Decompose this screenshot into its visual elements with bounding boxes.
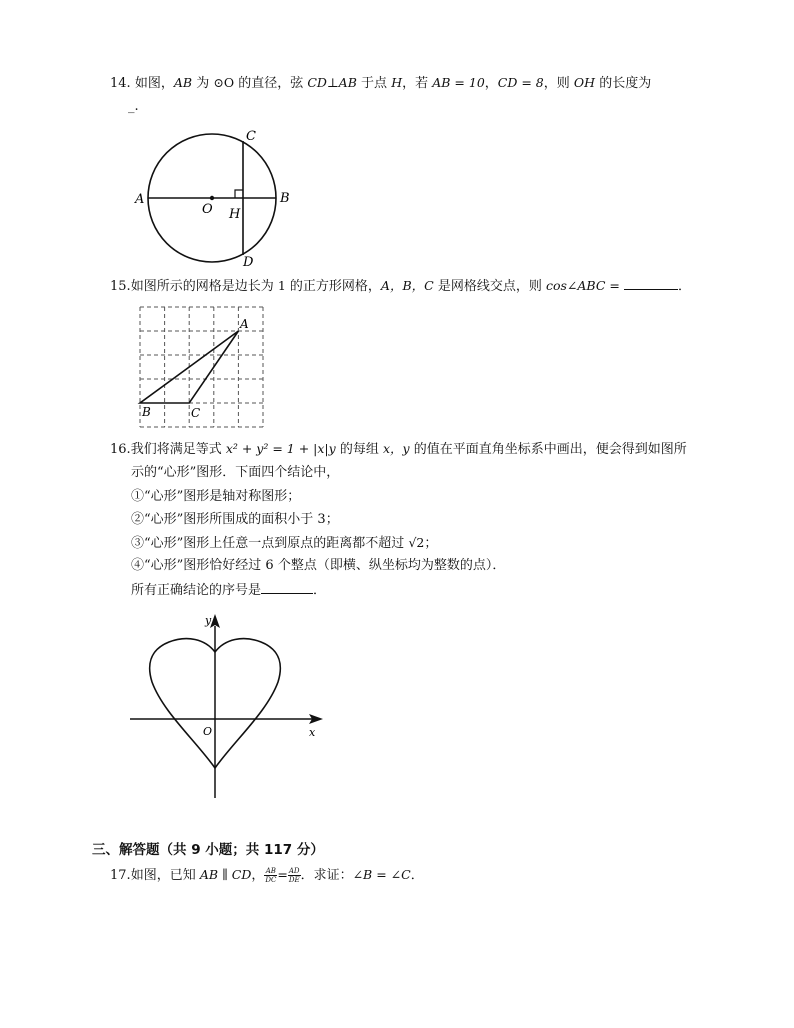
label-y: y — [205, 614, 212, 627]
q17-line: 17.如图，已知 AB ∥ CD， $\frac{AB}{DC}$ = $\frac{AD}{DE}$ ．求证：∠B = ∠C． — [110, 867, 424, 884]
q14-number: 14. — [110, 76, 131, 91]
q17-number: 17. — [110, 868, 131, 883]
q15-answer-blank — [624, 277, 678, 290]
label-a: A — [135, 192, 145, 207]
label-x: x — [309, 726, 316, 739]
y-axis-arrow — [210, 614, 220, 628]
fraction-ad-de: $\frac{AD}{DE}$ — [288, 867, 300, 884]
q16-item1: ①“心形”图形是轴对称图形； — [131, 489, 301, 504]
q15-line: 15.如图所示的网格是边长为 1 的正方形网格，A，B，C 是网格线交点，则 cos∠ABC = ． — [110, 278, 691, 294]
q16-number: 16. — [110, 442, 131, 457]
section-heading: 三、解答题（共 9 小题；共 117 分） — [92, 842, 324, 858]
label-d: D — [243, 255, 254, 270]
q16-item2: ②“心形”图形所围成的面积小于 3； — [131, 512, 339, 527]
q14-line1: 14. 如图，AB 为 ⊙O 的直径，弦 CD⊥AB 于点 H，若 AB = 10，CD = 8，则 OH 的长度为 — [110, 75, 652, 91]
figure-14-circle — [130, 128, 310, 268]
label-o: O — [203, 725, 213, 738]
label-h: H — [229, 207, 241, 222]
label-c: C — [191, 406, 201, 420]
q16-item4: ④“心形”图形恰好经过 6 个整点（即横、纵坐标均为整数的点）． — [131, 558, 506, 573]
label-b: B — [142, 405, 151, 419]
figure-16-heart-graph — [125, 610, 335, 805]
center-point — [210, 196, 214, 200]
label-c: C — [246, 129, 256, 144]
figure-15-grid — [135, 302, 275, 432]
q16-line2: 示的“心形”图形．下面四个结论中， — [131, 465, 340, 480]
right-angle-mark — [235, 190, 243, 198]
label-a: A — [240, 317, 249, 331]
q16-answer-blank — [261, 581, 313, 594]
label-o: O — [202, 202, 213, 217]
fraction-ab-dc: $\frac{AB}{DC}$ — [265, 867, 277, 884]
q15-number: 15. — [110, 279, 131, 294]
q16-ask: 所有正确结论的序号是 ． — [131, 583, 327, 598]
label-b: B — [280, 191, 290, 206]
q14-answer-blank: _. — [128, 99, 139, 114]
q16-line1: 16.我们将满足等式 x² + y² = 1 + |x|y 的每组 x，y 的值在平面直角坐标系中画出，便会得到如图所 — [110, 441, 687, 457]
q16-item3: ③“心形”图形上任意一点到原点的距离都不超过 √2； — [131, 535, 438, 551]
